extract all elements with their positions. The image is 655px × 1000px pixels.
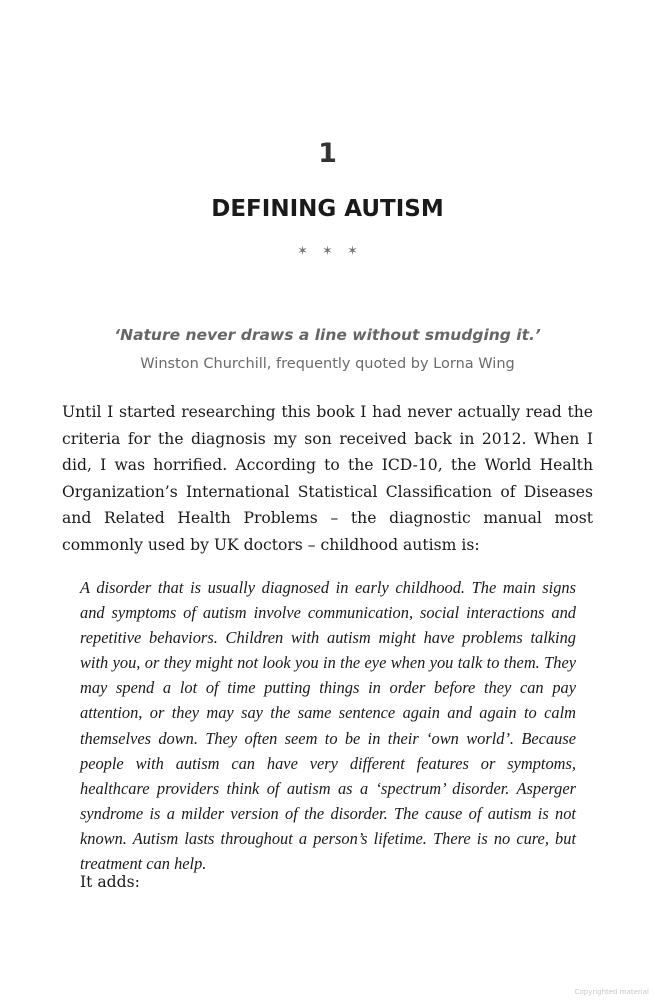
body-paragraph-continued: It adds: xyxy=(80,873,140,891)
chapter-title: DEFINING AUTISM xyxy=(211,196,444,222)
epigraph-attribution: Winston Churchill, frequently quoted by Lorna Wing xyxy=(140,356,515,372)
ornament-divider: ✶✶✶ xyxy=(297,244,372,259)
block-quote: A disorder that is usually diagnosed in early childhood. The main signs and symptoms of autism involve communication, social interactions and repetitive behaviors. Children with autism might have problems talking with you, or they might not look you in the eye when you talk to them. They may spend a lot of time putting things in order before they can pay attention, or they may say the same sentence again and again to calm themselves down. They often seem to be in their ‘own world’. Because people with autism can have very different features or symptoms, healthcare providers think of autism as a ‘spectrum’ disorder. Asperger syndrome is a milder version of the disorder. The cause of autism is not known. Autism lasts throughout a person’s lifetime. There is no cure, but treatment can help. xyxy=(80,578,576,874)
body-paragraph: Until I started researching this book I had never actually read the criteria for the diagnosis my son received back in 2012. When I did, I was horrified. According to the ICD-10, the World Health Organization’s International Statistical Classification of Diseases and Related Health Problems – the diagnostic manual most commonly used by UK doctors – childhood autism is: xyxy=(62,403,593,554)
epigraph-quote: ‘Nature never draws a line without smudging it.’ xyxy=(114,326,541,344)
copyright-watermark: Copyrighted material xyxy=(574,988,649,996)
chapter-number: 1 xyxy=(318,138,337,169)
